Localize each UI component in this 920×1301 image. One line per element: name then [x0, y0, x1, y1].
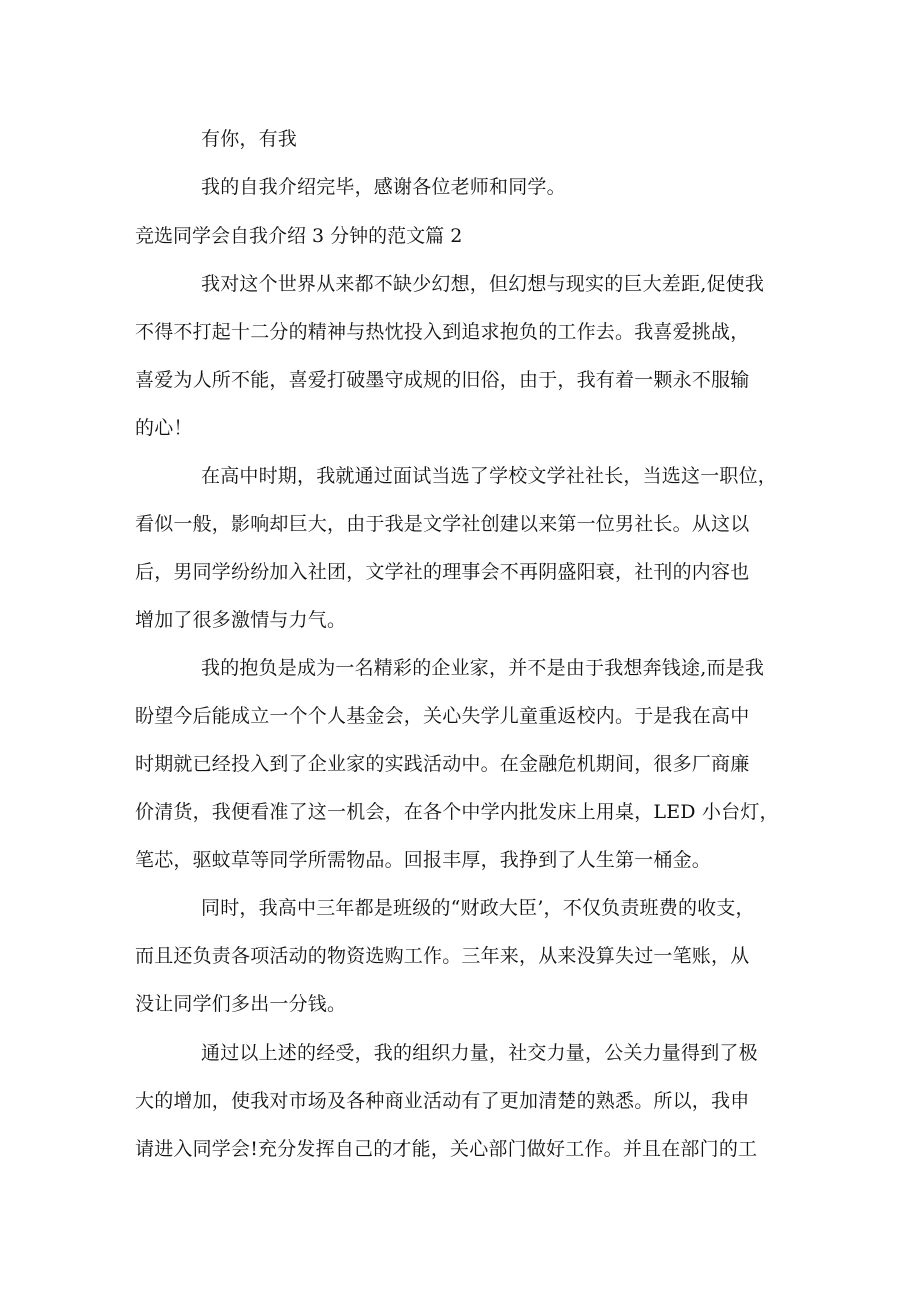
intro-line: 有你，有我 — [201, 128, 298, 150]
paragraph-line: 看似一般，影响却巨大，由于我是文学社创建以来第一位男社长。从这以 — [135, 513, 750, 535]
paragraph-line: 后，男同学纷纷加入社团，文学社的理事会不再阴盛阳衰，社刊的内容也 — [135, 561, 750, 583]
paragraph-line: 而且还负责各项活动的物资选购工作。三年来，从来没算失过一笔账，从 — [135, 945, 750, 967]
paragraph-line: 我对这个世界从来都不缺少幻想，但幻想与现实的巨大差距,促使我 — [201, 273, 765, 295]
intro-line: 我的自我介绍完毕，感谢各位老师和同学。 — [201, 176, 566, 198]
paragraph-line: 通过以上述的经受，我的组织力量，社交力量，公关力量得到了极 — [201, 1042, 758, 1064]
paragraph-line: 大的增加，使我对市场及各种商业活动有了更加清楚的熟悉。所以，我申 — [135, 1090, 750, 1112]
paragraph-line: 请进入同学会!充分发挥自己的才能，关心部门做好工作。并且在部门的工 — [135, 1138, 758, 1160]
paragraph-line: 笔芯，驱蚊草等同学所需物品。回报丰厚，我挣到了人生第一桶金。 — [135, 849, 712, 871]
paragraph-line: 没让同学们多出一分钱。 — [135, 993, 347, 1015]
paragraph-line: 盼望今后能成立一个个人基金会，关心失学儿童重返校内。于是我在高中 — [135, 705, 750, 727]
paragraph-line: 在高中时期，我就通过面试当选了学校文学社社长，当选这一职位， — [201, 465, 778, 487]
paragraph-line: 喜爱为人所不能，喜爱打破墨守成规的旧俗，由于，我有着一颗永不服输 — [135, 369, 750, 391]
paragraph-line: 价清货，我便看准了这一机会，在各个中学内批发床上用桌，LED 小台灯， — [135, 801, 779, 823]
paragraph-line: 增加了很多激情与力气。 — [135, 609, 347, 631]
paragraph-line: 时期就已经投入到了企业家的实践活动中。在金融危机期间，很多厂商廉 — [135, 753, 750, 775]
paragraph-line: 不得不打起十二分的精神与热忱投入到追求抱负的工作去。我喜爱挑战， — [135, 321, 750, 343]
paragraph-line: 的心！ — [135, 417, 193, 439]
paragraph-line: 同时，我高中三年都是班级的“财政大臣’，不仅负责班费的收支， — [201, 897, 755, 919]
paragraph-line: 我的抱负是成为一名精彩的企业家，并不是由于我想奔钱途,而是我 — [201, 657, 765, 679]
section-title: 竞选同学会自我介绍 3 分钟的范文篇 2 — [135, 225, 463, 247]
